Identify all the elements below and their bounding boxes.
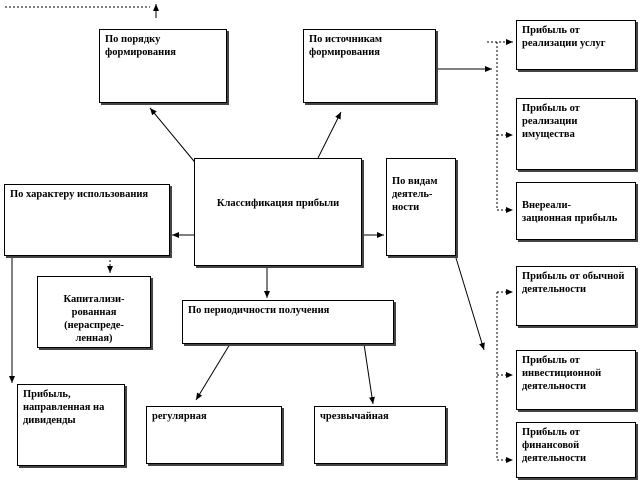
box-by-order-label: По порядку формирования: [105, 34, 176, 58]
activity-item-1: [516, 266, 636, 326]
sources-item-1: [516, 20, 636, 70]
arrow-center-to-order: [150, 108, 198, 166]
periodicity-item-regular-label: регулярная: [152, 411, 207, 422]
center-title: Классификация прибыли: [216, 198, 340, 209]
box-by-periodicity-label: По периодичности получения: [188, 305, 330, 316]
usage-item-dividends-label: Прибыль, направленная на дивиденды: [23, 389, 105, 426]
sources-item-3: [516, 182, 636, 240]
activity-item-3: [516, 422, 636, 478]
box-by-periodicity: [182, 300, 394, 344]
activity-item-3-label: Прибыль от финансовой деятельности: [522, 427, 587, 464]
activity-item-1-label: Прибыль от обычной деятельности: [522, 271, 625, 295]
box-by-activity-label: По видам деятель- ности: [392, 176, 438, 213]
periodicity-item-extraordinary-label: чрезвычайная: [320, 411, 389, 422]
activity-item-2: [516, 350, 636, 410]
box-center: [194, 158, 362, 266]
box-by-sources: [303, 29, 436, 103]
usage-item-capitalized-label: Капитализи- рованная (нераспреде- ленная): [63, 294, 125, 344]
box-by-activity: [386, 158, 456, 256]
arrow-center-to-sources: [318, 112, 341, 158]
usage-item-capitalized: [37, 276, 151, 348]
activity-out-line: [456, 258, 484, 350]
box-by-usage: [4, 184, 170, 256]
arrow-periodicity-extraordinary: [364, 344, 373, 404]
arrow-periodicity-regular: [196, 344, 230, 400]
activity-item-2-label: Прибыль от инвестиционной деятельности: [522, 355, 602, 392]
periodicity-item-extraordinary: [314, 406, 446, 464]
usage-item-dividends: [17, 384, 125, 466]
sources-item-2-label: Прибыль от реализации имущества: [522, 103, 580, 140]
box-by-usage-label: По характеру использования: [10, 189, 149, 200]
box-by-order: [99, 29, 227, 103]
box-by-sources-label: По источникам формирования: [309, 34, 383, 58]
periodicity-item-regular: [146, 406, 282, 464]
sources-item-2: [516, 98, 636, 170]
sources-item-1-label: Прибыль от реализации услуг: [522, 25, 606, 49]
sources-item-3-label: Внереали- зационная прибыль: [522, 200, 618, 224]
